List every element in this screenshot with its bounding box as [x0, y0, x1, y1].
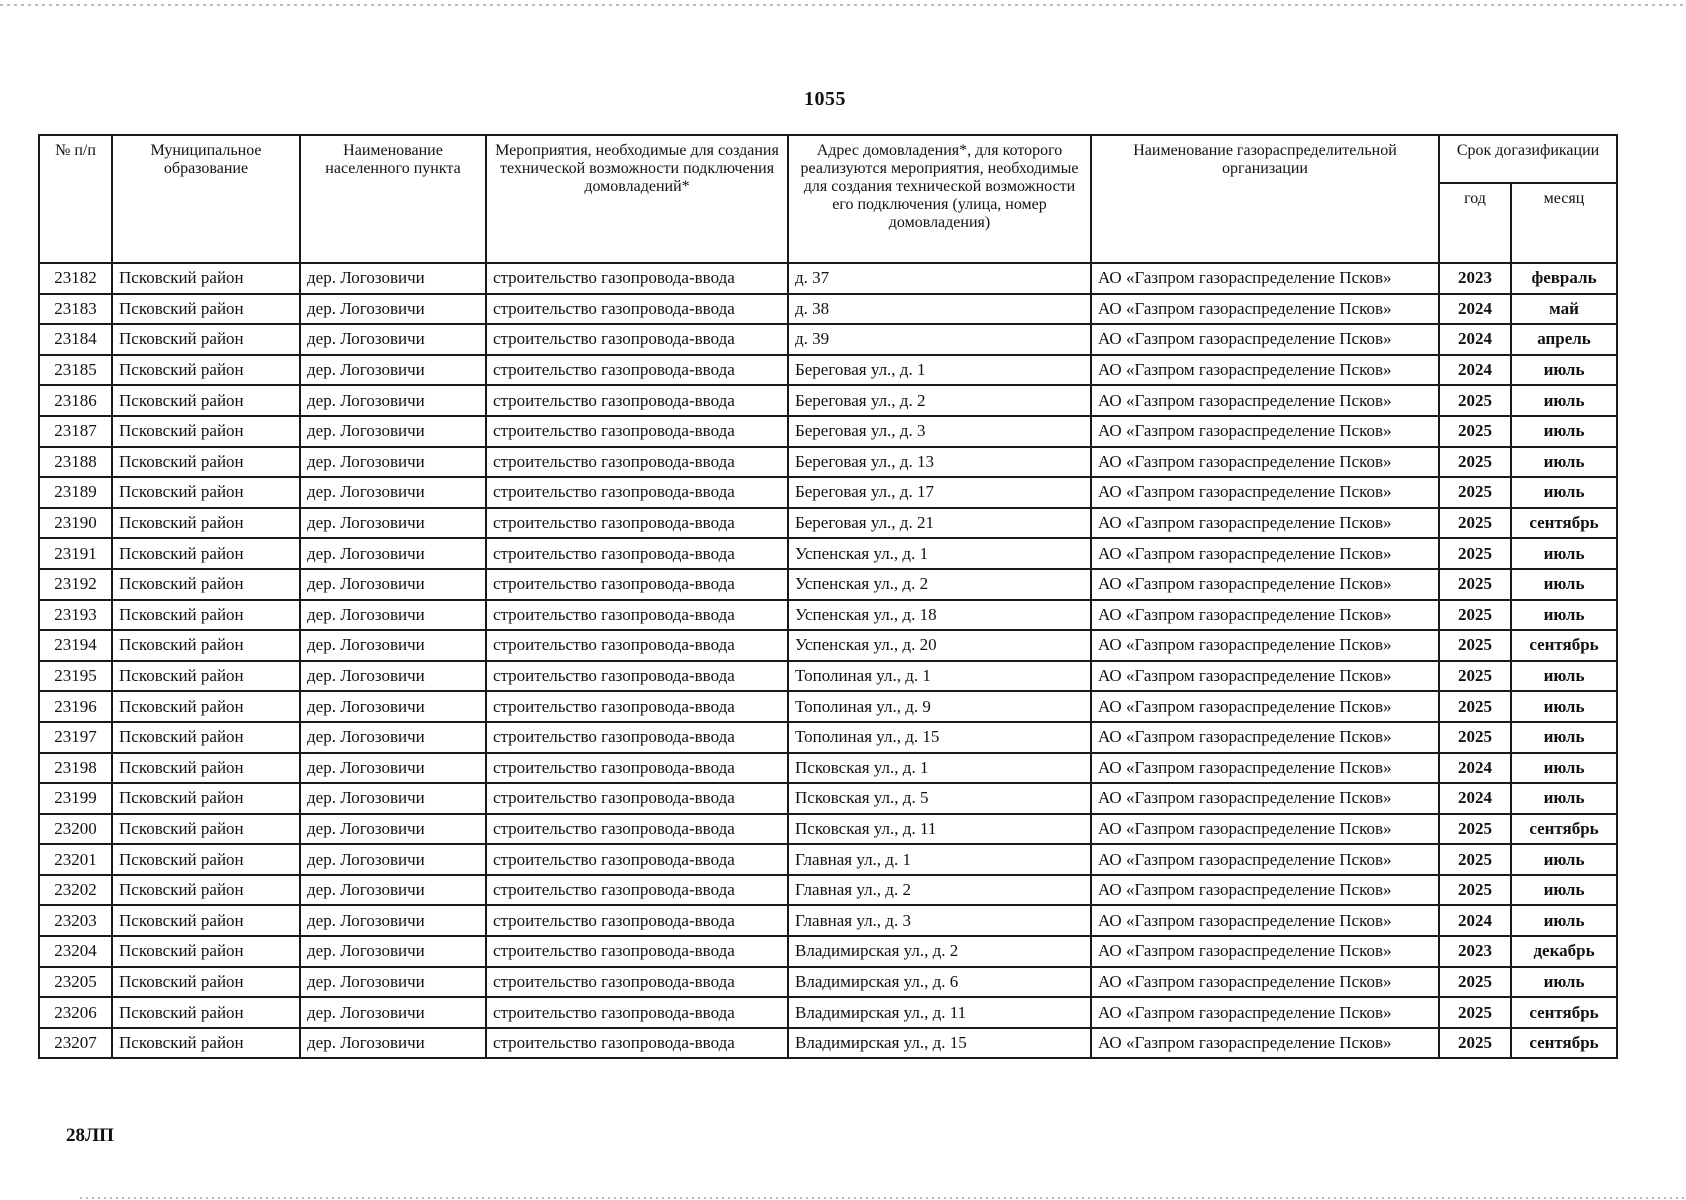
- cell-num: 23191: [39, 538, 112, 569]
- table-row: [39, 722, 1617, 753]
- cell-settlement: дер. Логозовичи: [300, 569, 486, 600]
- cell-address: Главная ул., д. 1: [788, 844, 1091, 875]
- cell-settlement: дер. Логозовичи: [300, 324, 486, 355]
- cell-num: 23197: [39, 722, 112, 753]
- cell-municipality: Псковский район: [112, 661, 300, 692]
- cell-month: сентябрь: [1511, 508, 1617, 539]
- cell-num: 23183: [39, 294, 112, 325]
- cell-municipality: Псковский район: [112, 783, 300, 814]
- header-measures: Мероприятия, необходимые для создания технической возможности подключения домовладений*: [486, 135, 788, 263]
- cell-month: май: [1511, 294, 1617, 325]
- cell-municipality: Псковский район: [112, 753, 300, 784]
- cell-year: 2023: [1439, 936, 1511, 967]
- cell-year: 2025: [1439, 875, 1511, 906]
- cell-year: 2025: [1439, 416, 1511, 447]
- cell-measure: строительство газопровода-ввода: [486, 722, 788, 753]
- cell-year: 2025: [1439, 477, 1511, 508]
- cell-year: 2024: [1439, 783, 1511, 814]
- cell-year: 2025: [1439, 508, 1511, 539]
- cell-municipality: Псковский район: [112, 355, 300, 386]
- cell-organization: АО «Газпром газораспределение Псков»: [1091, 967, 1439, 998]
- cell-organization: АО «Газпром газораспределение Псков»: [1091, 905, 1439, 936]
- cell-municipality: Псковский район: [112, 967, 300, 998]
- table-row: [39, 783, 1617, 814]
- cell-measure: строительство газопровода-ввода: [486, 538, 788, 569]
- table-row: [39, 508, 1617, 539]
- cell-municipality: Псковский район: [112, 630, 300, 661]
- cell-year: 2025: [1439, 844, 1511, 875]
- cell-num: 23184: [39, 324, 112, 355]
- cell-month: июль: [1511, 691, 1617, 722]
- table-row: [39, 967, 1617, 998]
- cell-num: 23198: [39, 753, 112, 784]
- cell-month: июль: [1511, 905, 1617, 936]
- header-organization: Наименование газораспределительной организации: [1091, 135, 1439, 263]
- table-row: [39, 416, 1617, 447]
- cell-num: 23187: [39, 416, 112, 447]
- cell-address: Тополиная ул., д. 1: [788, 661, 1091, 692]
- cell-num: 23195: [39, 661, 112, 692]
- cell-address: Владимирская ул., д. 11: [788, 997, 1091, 1028]
- cell-settlement: дер. Логозовичи: [300, 447, 486, 478]
- table-row: [39, 324, 1617, 355]
- cell-num: 23186: [39, 385, 112, 416]
- cell-year: 2025: [1439, 814, 1511, 845]
- cell-settlement: дер. Логозовичи: [300, 538, 486, 569]
- cell-month: июль: [1511, 447, 1617, 478]
- cell-year: 2025: [1439, 538, 1511, 569]
- cell-organization: АО «Газпром газораспределение Псков»: [1091, 294, 1439, 325]
- cell-settlement: дер. Логозовичи: [300, 936, 486, 967]
- gasification-table: [38, 134, 1618, 1059]
- cell-address: Береговая ул., д. 13: [788, 447, 1091, 478]
- cell-settlement: дер. Логозовичи: [300, 1028, 486, 1059]
- cell-settlement: дер. Логозовичи: [300, 661, 486, 692]
- cell-measure: строительство газопровода-ввода: [486, 905, 788, 936]
- cell-month: июль: [1511, 385, 1617, 416]
- cell-municipality: Псковский район: [112, 691, 300, 722]
- cell-municipality: Псковский район: [112, 997, 300, 1028]
- cell-month: сентябрь: [1511, 1028, 1617, 1059]
- cell-address: Береговая ул., д. 1: [788, 355, 1091, 386]
- cell-municipality: Псковский район: [112, 385, 300, 416]
- cell-municipality: Псковский район: [112, 447, 300, 478]
- table-body: [39, 263, 1617, 1058]
- cell-year: 2025: [1439, 569, 1511, 600]
- cell-month: июль: [1511, 661, 1617, 692]
- cell-address: Владимирская ул., д. 2: [788, 936, 1091, 967]
- header-year: год: [1439, 183, 1511, 263]
- cell-organization: АО «Газпром газораспределение Псков»: [1091, 997, 1439, 1028]
- cell-year: 2025: [1439, 722, 1511, 753]
- cell-year: 2025: [1439, 691, 1511, 722]
- header-deadline: Срок догазификации: [1439, 135, 1617, 183]
- cell-month: сентябрь: [1511, 630, 1617, 661]
- cell-organization: АО «Газпром газораспределение Псков»: [1091, 630, 1439, 661]
- cell-year: 2024: [1439, 294, 1511, 325]
- cell-num: 23201: [39, 844, 112, 875]
- cell-organization: АО «Газпром газораспределение Псков»: [1091, 385, 1439, 416]
- cell-month: июль: [1511, 600, 1617, 631]
- cell-address: Тополиная ул., д. 9: [788, 691, 1091, 722]
- cell-settlement: дер. Логозовичи: [300, 691, 486, 722]
- cell-year: 2024: [1439, 905, 1511, 936]
- cell-address: Береговая ул., д. 21: [788, 508, 1091, 539]
- cell-settlement: дер. Логозовичи: [300, 722, 486, 753]
- cell-year: 2025: [1439, 385, 1511, 416]
- cell-municipality: Псковский район: [112, 814, 300, 845]
- cell-year: 2024: [1439, 753, 1511, 784]
- cell-measure: строительство газопровода-ввода: [486, 416, 788, 447]
- cell-year: 2025: [1439, 661, 1511, 692]
- cell-organization: АО «Газпром газораспределение Псков»: [1091, 416, 1439, 447]
- cell-year: 2025: [1439, 997, 1511, 1028]
- cell-address: Успенская ул., д. 1: [788, 538, 1091, 569]
- cell-settlement: дер. Логозовичи: [300, 416, 486, 447]
- cell-settlement: дер. Логозовичи: [300, 477, 486, 508]
- cell-num: 23200: [39, 814, 112, 845]
- cell-measure: строительство газопровода-ввода: [486, 477, 788, 508]
- cell-settlement: дер. Логозовичи: [300, 355, 486, 386]
- cell-settlement: дер. Логозовичи: [300, 905, 486, 936]
- table-row: [39, 385, 1617, 416]
- cell-month: июль: [1511, 538, 1617, 569]
- cell-municipality: Псковский район: [112, 569, 300, 600]
- cell-num: 23194: [39, 630, 112, 661]
- cell-address: д. 38: [788, 294, 1091, 325]
- cell-num: 23190: [39, 508, 112, 539]
- cell-address: д. 37: [788, 263, 1091, 294]
- cell-organization: АО «Газпром газораспределение Псков»: [1091, 783, 1439, 814]
- cell-organization: АО «Газпром газораспределение Псков»: [1091, 1028, 1439, 1059]
- cell-address: Владимирская ул., д. 6: [788, 967, 1091, 998]
- cell-measure: строительство газопровода-ввода: [486, 324, 788, 355]
- cell-organization: АО «Газпром газораспределение Псков»: [1091, 508, 1439, 539]
- cell-settlement: дер. Логозовичи: [300, 783, 486, 814]
- table-row: [39, 447, 1617, 478]
- cell-organization: АО «Газпром газораспределение Псков»: [1091, 936, 1439, 967]
- cell-measure: строительство газопровода-ввода: [486, 1028, 788, 1059]
- cell-organization: АО «Газпром газораспределение Псков»: [1091, 447, 1439, 478]
- table-row: [39, 477, 1617, 508]
- cell-measure: строительство газопровода-ввода: [486, 600, 788, 631]
- cell-address: Главная ул., д. 3: [788, 905, 1091, 936]
- table-row: [39, 875, 1617, 906]
- cell-year: 2025: [1439, 1028, 1511, 1059]
- cell-measure: строительство газопровода-ввода: [486, 447, 788, 478]
- cell-num: 23202: [39, 875, 112, 906]
- cell-num: 23189: [39, 477, 112, 508]
- cell-organization: АО «Газпром газораспределение Псков»: [1091, 538, 1439, 569]
- cell-settlement: дер. Логозовичи: [300, 600, 486, 631]
- cell-num: 23204: [39, 936, 112, 967]
- cell-municipality: Псковский район: [112, 294, 300, 325]
- cell-organization: АО «Газпром газораспределение Псков»: [1091, 722, 1439, 753]
- table-row: [39, 630, 1617, 661]
- cell-settlement: дер. Логозовичи: [300, 844, 486, 875]
- cell-municipality: Псковский район: [112, 263, 300, 294]
- cell-measure: строительство газопровода-ввода: [486, 936, 788, 967]
- cell-measure: строительство газопровода-ввода: [486, 569, 788, 600]
- cell-settlement: дер. Логозовичи: [300, 967, 486, 998]
- cell-month: июль: [1511, 722, 1617, 753]
- cell-month: апрель: [1511, 324, 1617, 355]
- cell-address: Главная ул., д. 2: [788, 875, 1091, 906]
- cell-year: 2024: [1439, 324, 1511, 355]
- table-row: [39, 936, 1617, 967]
- table-row: [39, 997, 1617, 1028]
- header-address: Адрес домовладения*, для которого реализуются мероприятия, необходимые для создания технической возможности его подключения (улица, номер домовладения): [788, 135, 1091, 263]
- cell-settlement: дер. Логозовичи: [300, 630, 486, 661]
- header-settlement: Наименование населенного пункта: [300, 135, 486, 263]
- table-row: [39, 538, 1617, 569]
- cell-organization: АО «Газпром газораспределение Псков»: [1091, 324, 1439, 355]
- cell-year: 2025: [1439, 630, 1511, 661]
- cell-measure: строительство газопровода-ввода: [486, 967, 788, 998]
- cell-municipality: Псковский район: [112, 1028, 300, 1059]
- cell-measure: строительство газопровода-ввода: [486, 691, 788, 722]
- cell-measure: строительство газопровода-ввода: [486, 753, 788, 784]
- table-row: [39, 661, 1617, 692]
- cell-address: Успенская ул., д. 18: [788, 600, 1091, 631]
- cell-measure: строительство газопровода-ввода: [486, 875, 788, 906]
- cell-settlement: дер. Логозовичи: [300, 997, 486, 1028]
- cell-month: июль: [1511, 844, 1617, 875]
- cell-address: Псковская ул., д. 1: [788, 753, 1091, 784]
- table-row: [39, 814, 1617, 845]
- cell-address: Псковская ул., д. 11: [788, 814, 1091, 845]
- cell-municipality: Псковский район: [112, 600, 300, 631]
- cell-settlement: дер. Логозовичи: [300, 753, 486, 784]
- cell-year: 2025: [1439, 600, 1511, 631]
- table-row: [39, 1028, 1617, 1059]
- header-month: месяц: [1511, 183, 1617, 263]
- cell-municipality: Псковский район: [112, 722, 300, 753]
- cell-organization: АО «Газпром газораспределение Псков»: [1091, 875, 1439, 906]
- cell-municipality: Псковский район: [112, 477, 300, 508]
- cell-settlement: дер. Логозовичи: [300, 385, 486, 416]
- cell-num: 23199: [39, 783, 112, 814]
- cell-month: июль: [1511, 783, 1617, 814]
- cell-measure: строительство газопровода-ввода: [486, 661, 788, 692]
- cell-municipality: Псковский район: [112, 508, 300, 539]
- cell-organization: АО «Газпром газораспределение Псков»: [1091, 263, 1439, 294]
- cell-address: Береговая ул., д. 3: [788, 416, 1091, 447]
- cell-month: сентябрь: [1511, 814, 1617, 845]
- cell-organization: АО «Газпром газораспределение Псков»: [1091, 753, 1439, 784]
- cell-month: июль: [1511, 477, 1617, 508]
- cell-organization: АО «Газпром газораспределение Псков»: [1091, 355, 1439, 386]
- cell-year: 2025: [1439, 967, 1511, 998]
- cell-year: 2024: [1439, 355, 1511, 386]
- cell-num: 23205: [39, 967, 112, 998]
- header-num: № п/п: [39, 135, 112, 263]
- table-row: [39, 753, 1617, 784]
- cell-settlement: дер. Логозовичи: [300, 875, 486, 906]
- cell-num: 23206: [39, 997, 112, 1028]
- cell-organization: АО «Газпром газораспределение Псков»: [1091, 844, 1439, 875]
- cell-num: 23192: [39, 569, 112, 600]
- cell-measure: строительство газопровода-ввода: [486, 783, 788, 814]
- table-row: [39, 905, 1617, 936]
- cell-settlement: дер. Логозовичи: [300, 814, 486, 845]
- cell-num: 23188: [39, 447, 112, 478]
- cell-month: июль: [1511, 875, 1617, 906]
- table-row: [39, 569, 1617, 600]
- cell-year: 2025: [1439, 447, 1511, 478]
- table-row: [39, 844, 1617, 875]
- cell-address: Владимирская ул., д. 15: [788, 1028, 1091, 1059]
- cell-organization: АО «Газпром газораспределение Псков»: [1091, 477, 1439, 508]
- cell-measure: строительство газопровода-ввода: [486, 355, 788, 386]
- table-row: [39, 600, 1617, 631]
- cell-year: 2023: [1439, 263, 1511, 294]
- cell-address: Успенская ул., д. 20: [788, 630, 1091, 661]
- cell-measure: строительство газопровода-ввода: [486, 294, 788, 325]
- cell-municipality: Псковский район: [112, 875, 300, 906]
- page-number: 1055: [804, 88, 846, 110]
- cell-num: 23196: [39, 691, 112, 722]
- cell-settlement: дер. Логозовичи: [300, 508, 486, 539]
- cell-organization: АО «Газпром газораспределение Псков»: [1091, 661, 1439, 692]
- cell-month: июль: [1511, 355, 1617, 386]
- cell-municipality: Псковский район: [112, 844, 300, 875]
- table-header: [39, 135, 1617, 263]
- cell-month: декабрь: [1511, 936, 1617, 967]
- cell-measure: строительство газопровода-ввода: [486, 385, 788, 416]
- cell-num: 23185: [39, 355, 112, 386]
- cell-address: Тополиная ул., д. 15: [788, 722, 1091, 753]
- scan-edge-top: [0, 4, 1686, 6]
- cell-month: сентябрь: [1511, 997, 1617, 1028]
- cell-num: 23207: [39, 1028, 112, 1059]
- cell-address: Успенская ул., д. 2: [788, 569, 1091, 600]
- cell-measure: строительство газопровода-ввода: [486, 263, 788, 294]
- table-row: [39, 294, 1617, 325]
- cell-month: февраль: [1511, 263, 1617, 294]
- cell-month: июль: [1511, 569, 1617, 600]
- cell-measure: строительство газопровода-ввода: [486, 997, 788, 1028]
- cell-settlement: дер. Логозовичи: [300, 263, 486, 294]
- header-municipality: Муниципальное образование: [112, 135, 300, 263]
- cell-municipality: Псковский район: [112, 538, 300, 569]
- cell-address: Береговая ул., д. 17: [788, 477, 1091, 508]
- cell-measure: строительство газопровода-ввода: [486, 508, 788, 539]
- cell-organization: АО «Газпром газораспределение Псков»: [1091, 814, 1439, 845]
- cell-municipality: Псковский район: [112, 416, 300, 447]
- cell-month: июль: [1511, 967, 1617, 998]
- cell-address: Береговая ул., д. 2: [788, 385, 1091, 416]
- cell-municipality: Псковский район: [112, 936, 300, 967]
- table-row: [39, 263, 1617, 294]
- cell-measure: строительство газопровода-ввода: [486, 844, 788, 875]
- cell-measure: строительство газопровода-ввода: [486, 814, 788, 845]
- scan-edge-bottom: [80, 1197, 1686, 1199]
- cell-measure: строительство газопровода-ввода: [486, 630, 788, 661]
- cell-settlement: дер. Логозовичи: [300, 294, 486, 325]
- cell-num: 23203: [39, 905, 112, 936]
- table-row: [39, 355, 1617, 386]
- cell-organization: АО «Газпром газораспределение Псков»: [1091, 600, 1439, 631]
- document-code: 28ЛП: [66, 1125, 114, 1146]
- cell-organization: АО «Газпром газораспределение Псков»: [1091, 691, 1439, 722]
- table-row: [39, 691, 1617, 722]
- cell-num: 23182: [39, 263, 112, 294]
- cell-month: июль: [1511, 753, 1617, 784]
- cell-organization: АО «Газпром газораспределение Псков»: [1091, 569, 1439, 600]
- cell-address: д. 39: [788, 324, 1091, 355]
- cell-address: Псковская ул., д. 5: [788, 783, 1091, 814]
- cell-municipality: Псковский район: [112, 324, 300, 355]
- cell-num: 23193: [39, 600, 112, 631]
- cell-municipality: Псковский район: [112, 905, 300, 936]
- cell-month: июль: [1511, 416, 1617, 447]
